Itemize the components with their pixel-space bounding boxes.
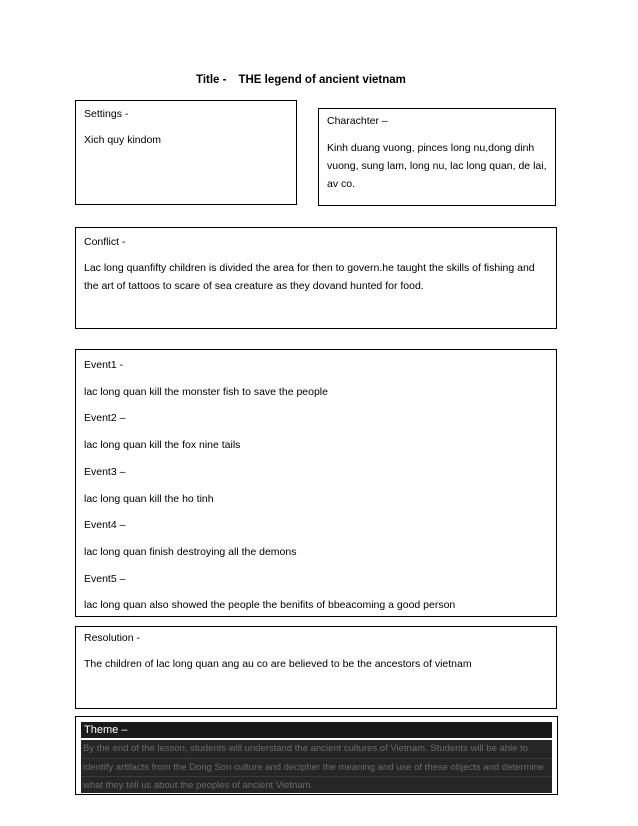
title-label: Title - [196,74,227,86]
event-4-text: lac long quan finish destroying all the demons [84,545,297,558]
theme-box [75,716,558,795]
event-2-label: Event2 – [84,412,126,425]
theme-line: identify artifacts from the Dong Son culture and decipher the meaning and use of these objects and determine [81,759,552,778]
events-box [75,349,557,617]
settings-box [75,100,297,205]
conflict-text: Lac long quanfifty children is divided the area for then to govern.he taught the skills of fishing and the art of tattoos to scare of sea creature as they dovand hunted for food. [84,262,535,292]
title-text: THE legend of ancient vietnam [238,74,406,86]
event-5-label: Event5 – [84,572,126,585]
conflict-box [75,227,557,329]
theme-line: what they tell us about the peoples of ancient Vietnam. [81,777,552,793]
event-3-text: lac long quan kill the ho tinh [84,492,214,505]
settings-label: Settings - [84,108,129,120]
resolution-text: The children of lac long quan ang au co are believed to be the ancestors of vietnam [84,658,472,670]
event-2-text: lac long quan kill the fox nine tails [84,439,241,452]
page-title [196,74,436,86]
character-box [318,108,556,206]
event-4-label: Event4 – [84,519,126,532]
theme-text [81,740,552,793]
character-label: Charachter – [327,115,388,127]
character-text: Kinh duang vuong, pinces long nu,dong dinh vuong, sung lam, long nu, lac long quan, de lai, av co. [327,142,547,190]
settings-text: Xich quy kindom [84,134,162,146]
event-1-label: Event1 - [84,359,124,371]
resolution-box [75,626,557,709]
event-1-text: lac long quan kill the monster fish to save the people [84,385,328,398]
conflict-label: Conflict - [84,236,126,248]
theme-label: Theme – [81,722,552,738]
event-5-text: lac long quan also showed the people the benifits of bbeacoming a good person [84,599,456,612]
event-3-label: Event3 – [84,465,126,478]
resolution-label: Resolution - [84,632,141,644]
theme-line: By the end of the lesson, students will understand the ancient cultures of Vietnam. Students will be able to [81,740,552,759]
